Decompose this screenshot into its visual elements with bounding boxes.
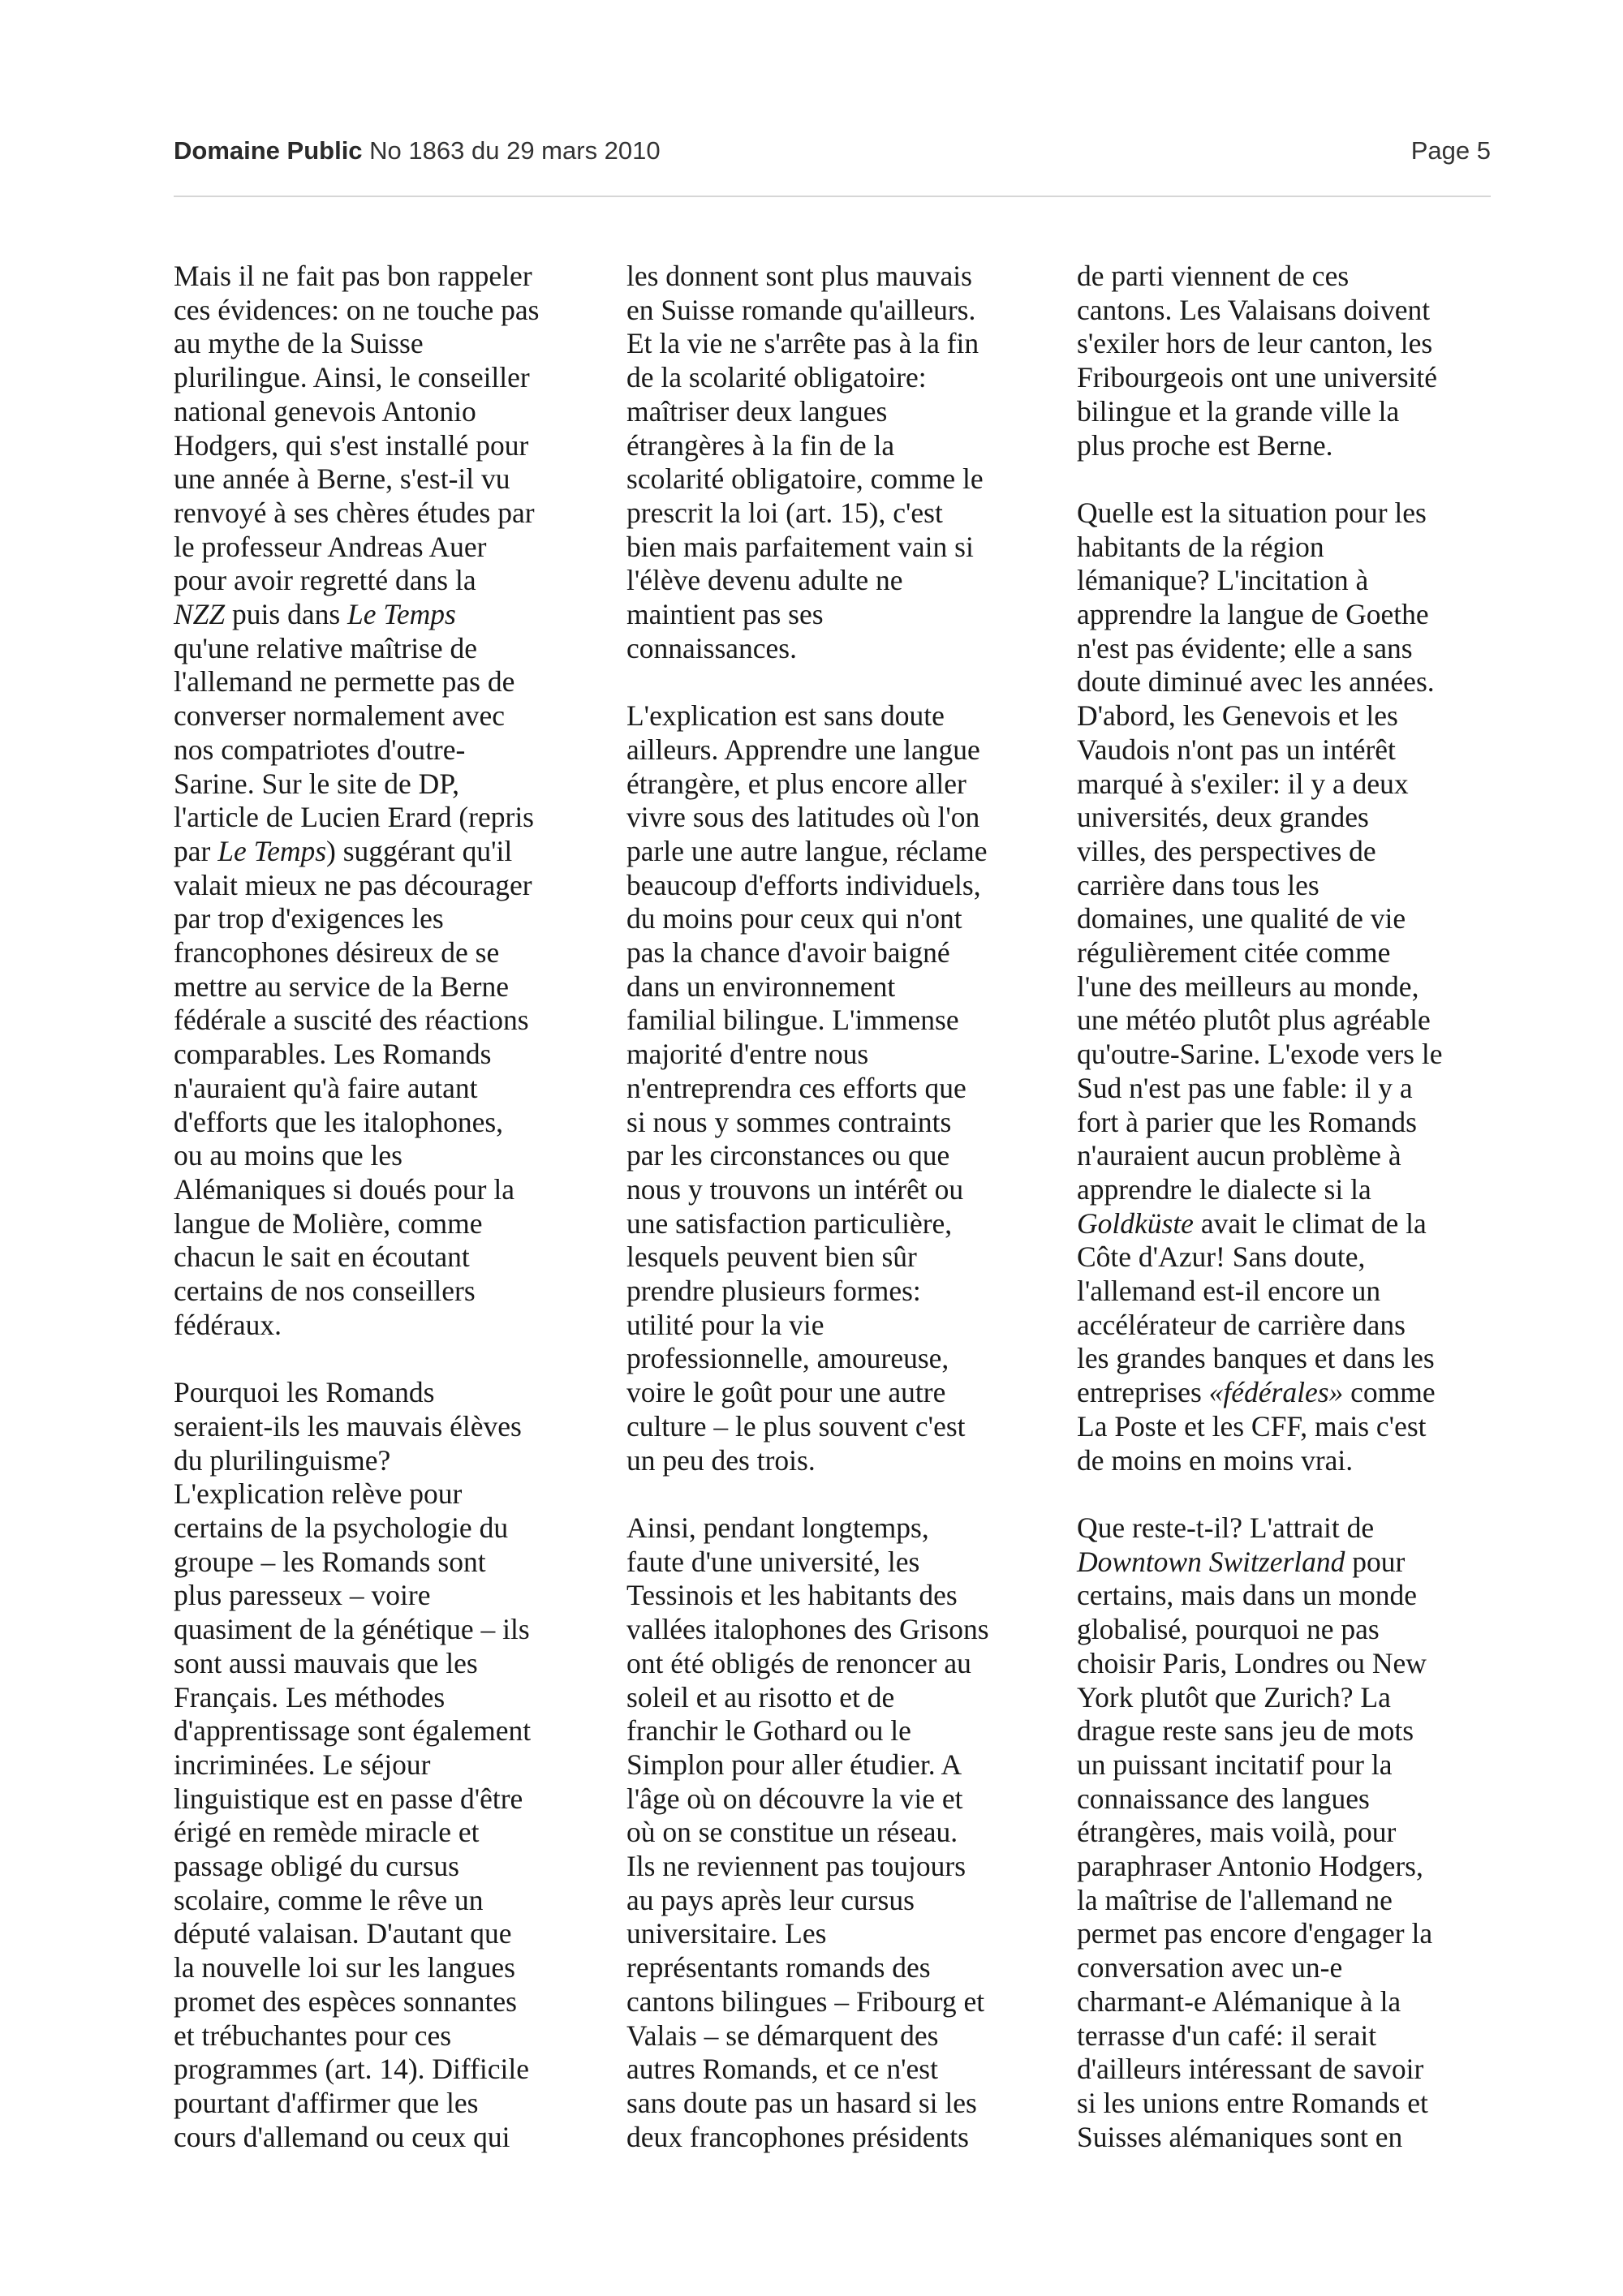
text-line: marqué à s'exiler: il y a deux	[1077, 767, 1409, 800]
text-column-1	[174, 260, 596, 2154]
text-line: par Le Temps) suggérant qu'il	[174, 834, 513, 867]
text-line: sont aussi mauvais que les	[174, 1646, 478, 1679]
text-line: entreprises «fédérales» comme	[1077, 1376, 1436, 1409]
text-line: nous y trouvons un intérêt ou	[626, 1172, 964, 1206]
text-line: qu'une relative maîtrise de	[174, 631, 478, 664]
text-line: conversation avec un-e	[1077, 1951, 1343, 1984]
text-line: de parti viennent de ces	[1077, 260, 1350, 292]
text-line: une météo plutôt plus agréable	[1077, 1004, 1431, 1037]
text-line: Sarine. Sur le site de DP,	[174, 767, 460, 800]
text-line: professionnelle, amoureuse,	[626, 1342, 949, 1375]
text-line: vivre sous des latitudes où l'on	[626, 801, 980, 834]
text-line: un puissant incitatif pour la	[1077, 1748, 1393, 1781]
text-line: NZZ puis dans Le Temps	[174, 598, 456, 631]
text-line: Valais – se démarquent des	[626, 2019, 939, 2052]
text-line: en Suisse romande qu'ailleurs.	[626, 293, 976, 326]
text-line: quasiment de la génétique – ils	[174, 1613, 530, 1646]
text-line: si nous y sommes contraints	[626, 1105, 952, 1138]
text-line: bien mais parfaitement vain si	[626, 530, 974, 563]
text-line: étrangère, et plus encore aller	[626, 767, 966, 800]
text-line: universitaire. Les	[626, 1917, 827, 1950]
text-line: Alémaniques si doués pour la	[174, 1172, 515, 1206]
text-line: francophones désireux de se	[174, 936, 500, 970]
text-line: de la scolarité obligatoire:	[626, 361, 927, 394]
text-line: ces évidences: on ne touche pas	[174, 293, 540, 326]
text-line: du moins pour ceux qui n'ont	[626, 902, 962, 935]
text-line: promet des espèces sonnantes	[174, 1984, 517, 2018]
text-line: Quelle est la situation pour les	[1077, 496, 1427, 529]
text-line: scolaire, comme le rêve un	[174, 1883, 484, 1916]
text-line: fédérale a suscité des réactions	[174, 1004, 529, 1037]
text-line: une année à Berne, s'est-il vu	[174, 462, 510, 496]
text-line: permet pas encore d'engager la	[1077, 1917, 1433, 1950]
text-line: Ainsi, pendant longtemps,	[626, 1511, 929, 1544]
text-line: où on se constitue un réseau.	[626, 1816, 958, 1849]
text-line: les grandes banques et dans les	[1077, 1342, 1435, 1375]
text-line: dans un environnement	[626, 970, 896, 1003]
text-line: La Poste et les CFF, mais c'est	[1077, 1409, 1427, 1443]
text-line: n'auraient qu'à faire autant	[174, 1071, 478, 1104]
text-line: l'allemand ne permette pas de	[174, 665, 515, 699]
text-line: langue de Molière, comme	[174, 1206, 483, 1240]
text-line: Simplon pour aller étudier. A	[626, 1748, 962, 1781]
text-line: charmant-e Alémanique à la	[1077, 1984, 1401, 2018]
text-line: apprendre la langue de Goethe	[1077, 598, 1429, 631]
italic-text: Downtown Switzerland	[1077, 1545, 1345, 1578]
text-line: le professeur Andreas Auer	[174, 530, 487, 563]
text-line: passage obligé du cursus	[174, 1850, 459, 1883]
text-line: Vaudois n'ont pas un intérêt	[1077, 733, 1396, 766]
text-line: Tessinois et les habitants des	[626, 1579, 958, 1612]
text-line: n'entreprendra ces efforts que	[626, 1071, 966, 1104]
text-line: au mythe de la Suisse	[174, 327, 424, 360]
text-line: comparables. Les Romands	[174, 1038, 492, 1071]
text-line: ailleurs. Apprendre une langue	[626, 733, 980, 766]
text-line: Que reste-t-il? L'attrait de	[1077, 1511, 1375, 1544]
text-line: linguistique est en passe d'être	[174, 1782, 523, 1815]
text-line: l'âge où on découvre la vie et	[626, 1782, 963, 1815]
text-line: si les unions entre Romands et	[1077, 2086, 1428, 2119]
text-line: Pourquoi les Romands	[174, 1376, 435, 1409]
page-number: Page 5	[1410, 136, 1491, 165]
text-line: domaines, une qualité de vie	[1077, 902, 1406, 935]
text-line: connaissances.	[626, 631, 797, 664]
text-line: du plurilinguisme?	[174, 1443, 391, 1477]
italic-text: Goldküste	[1077, 1206, 1194, 1240]
text-line: incriminées. Le séjour	[174, 1748, 431, 1781]
text-line: autres Romands, et ce n'est	[626, 2053, 938, 2086]
text-line: Suisses alémaniques sont en	[1077, 2120, 1403, 2153]
italic-text: Le Temps	[347, 598, 456, 631]
text-line: Fribourgeois ont une université	[1077, 361, 1438, 394]
text-line: culture – le plus souvent c'est	[626, 1409, 966, 1443]
text-line: villes, des perspectives de	[1077, 834, 1376, 867]
text-line: Goldküste avait le climat de la	[1077, 1206, 1427, 1240]
text-line: ou au moins que les	[174, 1139, 403, 1172]
text-line: chacun le sait en écoutant	[174, 1240, 470, 1274]
text-line: d'apprentissage sont également	[174, 1714, 532, 1748]
text-line: fédéraux.	[174, 1308, 282, 1341]
text-line: drague reste sans jeu de mots	[1077, 1714, 1414, 1748]
paragraph	[626, 1511, 1048, 2154]
text-line: paraphraser Antonio Hodgers,	[1077, 1850, 1423, 1883]
text-column-2	[626, 260, 1048, 2154]
text-line: étrangères à la fin de la	[626, 428, 895, 462]
text-line: certains de la psychologie du	[174, 1511, 509, 1544]
text-line: L'explication relève pour	[174, 1477, 463, 1511]
text-line: ont été obligés de renoncer au	[626, 1646, 971, 1679]
text-line: soleil et au risotto et de	[626, 1680, 895, 1713]
page-header	[174, 136, 1491, 166]
text-line: familial bilingue. L'immense	[626, 1004, 959, 1037]
text-line: scolarité obligatoire, comme le	[626, 462, 984, 496]
text-line: n'auraient aucun problème à	[1077, 1139, 1401, 1172]
text-line: D'abord, les Genevois et les	[1077, 699, 1398, 733]
italic-text: NZZ	[174, 598, 226, 631]
text-line: Et la vie ne s'arrête pas à la fin	[626, 327, 979, 360]
text-line: d'ailleurs intéressant de savoir	[1077, 2053, 1424, 2086]
text-line: par les circonstances ou que	[626, 1139, 950, 1172]
text-line: faute d'une université, les	[626, 1545, 920, 1578]
text-line: plurilingue. Ainsi, le conseiller	[174, 361, 530, 394]
text-line: une satisfaction particulière,	[626, 1206, 953, 1240]
text-line: globalisé, pourquoi ne pas	[1077, 1613, 1380, 1646]
text-line: accélérateur de carrière dans	[1077, 1308, 1406, 1341]
text-line: d'efforts que les italophones,	[174, 1105, 504, 1138]
text-line: Ils ne reviennent pas toujours	[626, 1850, 966, 1883]
italic-text: Le Temps	[217, 834, 327, 867]
paragraph	[626, 260, 1048, 665]
text-line: cours d'allemand ou ceux qui	[174, 2120, 510, 2153]
paragraph	[174, 260, 596, 1343]
paragraph	[174, 1376, 596, 2154]
text-line: L'explication est sans doute	[626, 699, 945, 733]
text-line: l'élève devenu adulte ne	[626, 564, 903, 597]
text-line: s'exiler hors de leur canton, les	[1077, 327, 1433, 360]
text-line: par trop d'exigences les	[174, 902, 444, 935]
text-line: maintient pas ses	[626, 598, 824, 631]
text-line: Downtown Switzerland pour	[1077, 1545, 1406, 1578]
text-line: Mais il ne fait pas bon rappeler	[174, 260, 532, 292]
text-line: de moins en moins vrai.	[1077, 1443, 1354, 1477]
text-line: cantons bilingues – Fribourg et	[626, 1984, 985, 2018]
text-line: converser normalement avec	[174, 699, 506, 733]
text-line: député valaisan. D'autant que	[174, 1917, 512, 1950]
publication-name: Domaine Public	[174, 136, 363, 165]
text-line: la nouvelle loi sur les langues	[174, 1951, 515, 1984]
text-line: régulièrement citée comme	[1077, 936, 1391, 970]
text-line: la maîtrise de l'allemand ne	[1077, 1883, 1393, 1916]
text-line: bilingue et la grande ville la	[1077, 394, 1400, 428]
text-line: seraient-ils les mauvais élèves	[174, 1409, 522, 1443]
paragraph	[1077, 260, 1507, 462]
text-line: groupe – les Romands sont	[174, 1545, 486, 1578]
text-line: l'allemand est-il encore un	[1077, 1275, 1381, 1308]
header-divider	[174, 196, 1491, 197]
text-line: choisir Paris, Londres ou New	[1077, 1646, 1427, 1679]
text-line: et trébuchantes pour ces	[174, 2019, 452, 2052]
text-line: lémanique? L'incitation à	[1077, 564, 1369, 597]
text-line: vallées italophones des Grisons	[626, 1613, 989, 1646]
italic-text: «fédérales»	[1208, 1376, 1344, 1409]
text-line: pourtant d'affirmer que les	[174, 2086, 479, 2119]
text-line: l'une des meilleurs au monde,	[1077, 970, 1419, 1003]
text-line: voire le goût pour une autre	[626, 1376, 946, 1409]
text-line: les donnent sont plus mauvais	[626, 260, 972, 292]
text-line: sans doute pas un hasard si les	[626, 2086, 977, 2119]
text-line: fort à parier que les Romands	[1077, 1105, 1417, 1138]
text-line: nos compatriotes d'outre-	[174, 733, 466, 766]
text-line: représentants romands des	[626, 1951, 931, 1984]
text-line: franchir le Gothard ou le	[626, 1714, 911, 1748]
text-line: lesquels peuvent bien sûr	[626, 1240, 917, 1274]
text-line: programmes (art. 14). Difficile	[174, 2053, 530, 2086]
text-line: prescrit la loi (art. 15), c'est	[626, 496, 943, 529]
text-line: beaucoup d'efforts individuels,	[626, 868, 981, 901]
text-line: Côte d'Azur! Sans doute,	[1077, 1240, 1366, 1274]
text-line: l'article de Lucien Erard (repris	[174, 801, 534, 834]
text-line: renvoyé à ses chères études par	[174, 496, 535, 529]
text-line: qu'outre-Sarine. L'exode vers le	[1077, 1038, 1443, 1071]
text-line: universités, deux grandes	[1077, 801, 1369, 834]
text-line: au pays après leur cursus	[626, 1883, 915, 1916]
text-line: pour avoir regretté dans la	[174, 564, 476, 597]
paragraph	[626, 699, 1048, 1477]
text-line: Français. Les méthodes	[174, 1680, 446, 1713]
text-line: prendre plusieurs formes:	[626, 1275, 921, 1308]
paragraph	[1077, 497, 1507, 1477]
text-line: un peu des trois.	[626, 1443, 816, 1477]
text-line: carrière dans tous les	[1077, 868, 1319, 901]
text-line: majorité d'entre nous	[626, 1038, 869, 1071]
text-line: plus proche est Berne.	[1077, 428, 1333, 462]
text-line: utilité pour la vie	[626, 1308, 824, 1341]
text-line: érigé en remède miracle et	[174, 1816, 480, 1849]
text-line: national genevois Antonio	[174, 394, 476, 428]
text-line: étrangères, mais voilà, pour	[1077, 1816, 1397, 1849]
text-line: valait mieux ne pas décourager	[174, 868, 532, 901]
text-line: mettre au service de la Berne	[174, 970, 509, 1003]
text-line: apprendre le dialecte si la	[1077, 1172, 1371, 1206]
text-line: York plutôt que Zurich? La	[1077, 1680, 1391, 1713]
text-line: maîtriser deux langues	[626, 394, 888, 428]
paragraph	[1077, 1511, 1507, 2154]
text-line: Hodgers, qui s'est installé pour	[174, 428, 529, 462]
text-line: pas la chance d'avoir baigné	[626, 936, 950, 970]
text-line: n'est pas évidente; elle a sans	[1077, 631, 1413, 664]
text-line: deux francophones présidents	[626, 2120, 969, 2153]
text-line: certains de nos conseillers	[174, 1275, 476, 1308]
text-line: habitants de la région	[1077, 530, 1324, 563]
text-line: cantons. Les Valaisans doivent	[1077, 293, 1431, 326]
text-line: terrasse d'un café: il serait	[1077, 2019, 1377, 2052]
text-line: Sud n'est pas une fable: il y a	[1077, 1071, 1413, 1104]
text-column-3	[1077, 260, 1507, 2154]
text-line: connaissance des langues	[1077, 1782, 1370, 1815]
text-line: doute diminué avec les années.	[1077, 665, 1435, 699]
issue-info: No 1863 du 29 mars 2010	[369, 136, 661, 165]
text-line: plus paresseux – voire	[174, 1579, 431, 1612]
text-line: certains, mais dans un monde	[1077, 1579, 1417, 1612]
text-line: parle une autre langue, réclame	[626, 834, 988, 867]
